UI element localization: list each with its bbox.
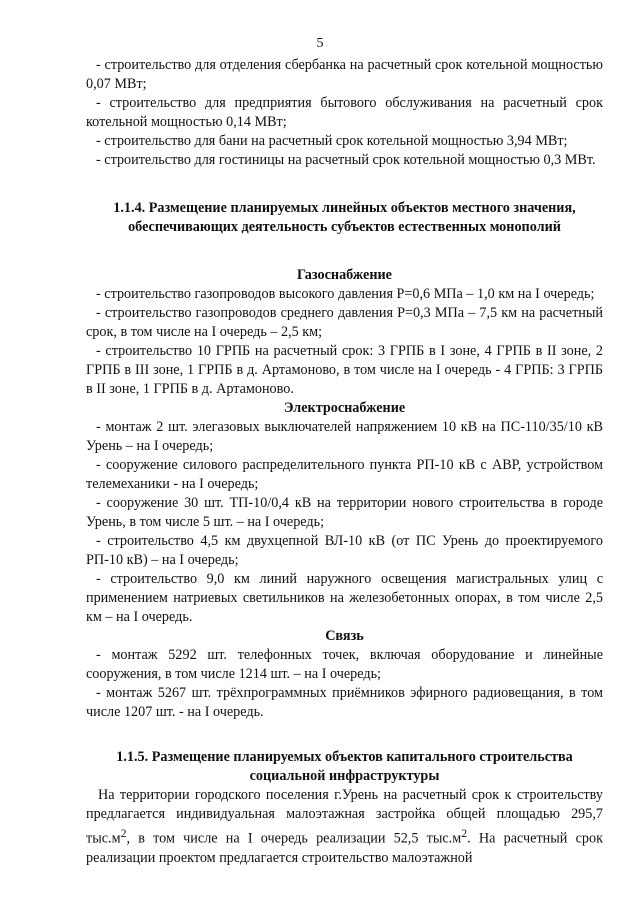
paragraph-text-a: На территории городского поселения г.Урень на расчетный срок к строительству предлагается индивидуальная малоэтажная застройка общей площадью 295,7 тыс.м <box>86 787 603 847</box>
page-content <box>86 56 603 868</box>
section-heading-1-1-4: 1.1.4. Размещение планируемых линейных объектов местного значения, обеспечивающих деятельность субъектов естественных монополий <box>113 200 576 235</box>
paragraph-text-c: . На расчетный срок реализации проектом предлагается строительство малоэтажной <box>86 830 603 866</box>
power-item-3: - сооружение 30 шт. ТП-10/0,4 кВ на территории нового строительства в городе Урень, в том числе 5 шт. – на I очередь; <box>86 495 603 530</box>
paragraph-text-b: , в том числе на I очередь реализации 52,5 тыс.м <box>126 830 462 847</box>
subheading-power: Электроснабжение <box>283 400 406 416</box>
gas-item-1: - строительство газопроводов высокого давления Р=0,6 МПа – 1,0 км на I очередь; <box>96 286 595 302</box>
gas-item-3: - строительство 10 ГРПБ на расчетный срок: 3 ГРПБ в I зоне, 4 ГРПБ в II зоне, 2 ГРПБ в III зоне, 1 ГРПБ в д. Артамоново, в том числе на I очередь - 4 ГРПБ: 3 ГРПБ в II зоне, 1 ГРПБ в д. Артамоново. <box>86 343 603 397</box>
power-item-5: - строительство 9,0 км линий наружного освещения магистральных улиц с применением натриевых светильников на железобетонных опорах, в том числе 2,5 км – на I очередь. <box>86 571 603 625</box>
page-number: 5 <box>316 36 324 51</box>
power-item-1: - монтаж 2 шт. элегазовых выключателей напряжением 10 кВ на ПС-110/35/10 кВ Урень – на I очередь; <box>86 419 603 454</box>
superscript-2: 2 <box>461 826 468 840</box>
comm-item-2: - монтаж 5267 шт. трёхпрограммных приёмников эфирного радиовещания, в том числе 1207 шт. - на I очередь. <box>86 685 603 720</box>
comm-item-1: - монтаж 5292 шт. телефонных точек, включая оборудование и линейные сооружения, в том числе 1214 шт. – на I очередь; <box>86 647 603 682</box>
subheading-communications: Связь <box>325 628 364 644</box>
power-item-2: - сооружение силового распределительного пункта РП-10 кВ с АВР, устройством телемеханики - на I очередь; <box>86 457 603 492</box>
subheading-gas: Газоснабжение <box>297 267 392 283</box>
gas-item-2: - строительство газопроводов среднего давления Р=0,3 МПа – 7,5 км на расчетный срок, в том числе на I очередь – 2,5 км; <box>86 305 603 340</box>
section-1-1-5-paragraph <box>86 786 603 868</box>
intro-item-4: - строительство для гостиницы на расчетный срок котельной мощностью 0,3 МВт. <box>96 152 596 168</box>
intro-item-1: - строительство для отделения сбербанка на расчетный срок котельной мощностью 0,07 МВт; <box>86 57 603 92</box>
superscript-1: 2 <box>120 826 127 840</box>
power-item-4: - строительство 4,5 км двухцепной ВЛ-10 кВ (от ПС Урень до проектируемого РП-10 кВ) – на I очередь; <box>86 533 603 568</box>
intro-item-2: - строительство для предприятия бытового обслуживания на расчетный срок котельной мощностью 0,14 МВт; <box>86 95 603 130</box>
section-heading-1-1-5: 1.1.5. Размещение планируемых объектов капитального строительства социальной инфраструктуры <box>116 749 573 784</box>
intro-item-3: - строительство для бани на расчетный срок котельной мощностью 3,94 МВт; <box>96 133 568 149</box>
